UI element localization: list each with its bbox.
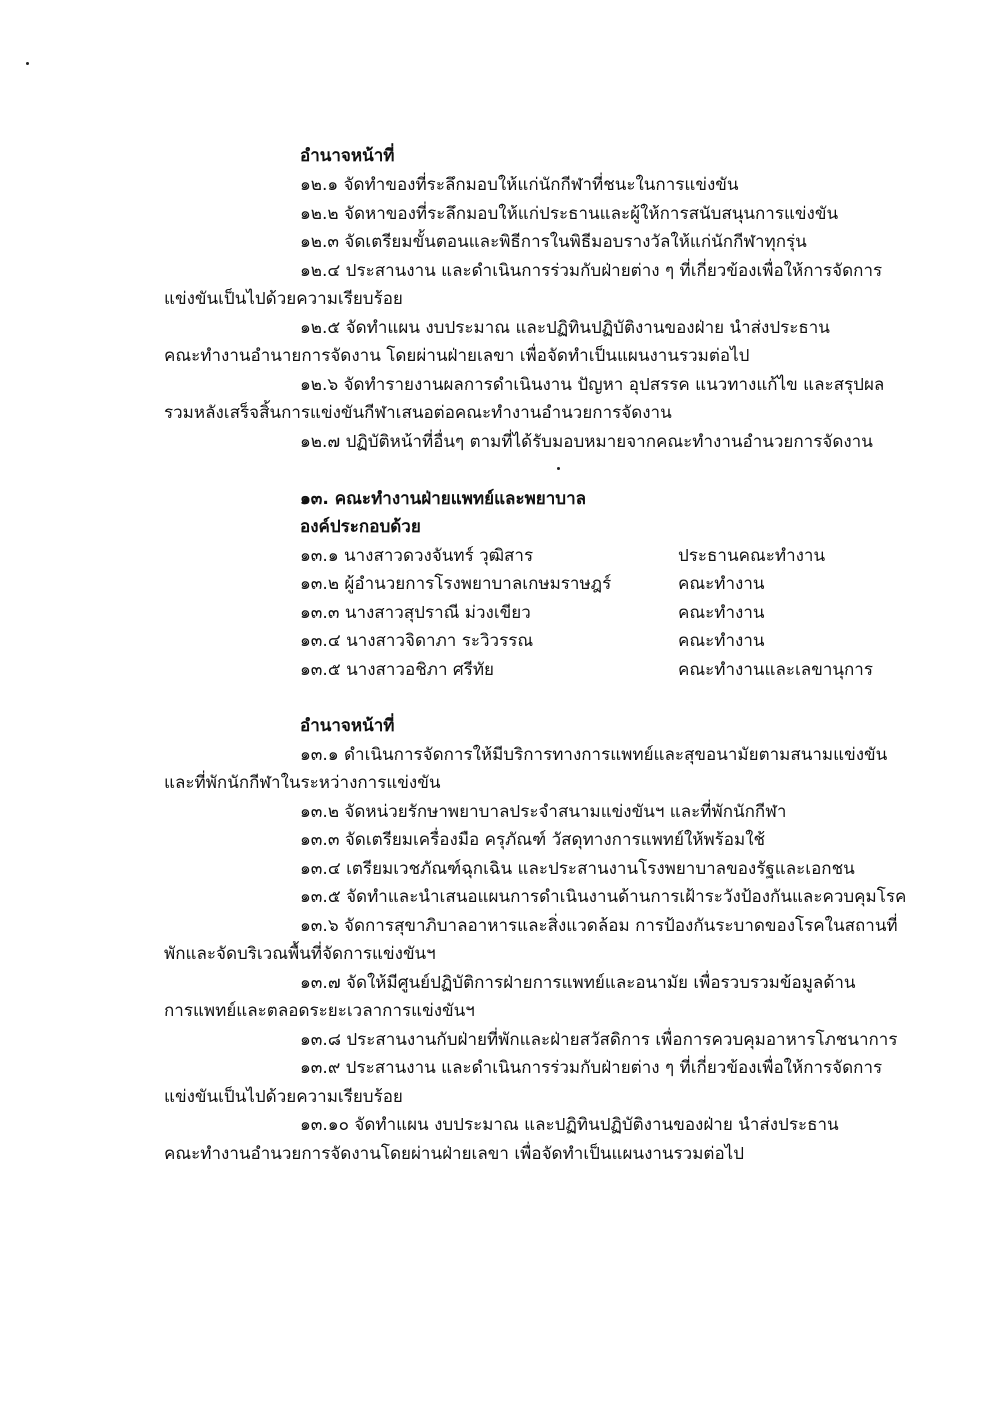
s13-item-2: ๑๓.๒ จัดหน่วยรักษาพยาบาลประจำสนามแข่งขันฯ และที่พักนักกีฬา [300, 802, 787, 822]
scan-speck [26, 62, 29, 65]
s13-item-10-cont: คณะทำงานอำนวยการจัดงานโดยผ่านฝ่ายเลขา เพื่อจัดทำเป็นแผนงานรวมต่อไป [164, 1144, 745, 1164]
s12-item-7: ๑๒.๗ ปฏิบัติหน้าที่อื่นๆ ตามที่ได้รับมอบหมายจากคณะทำงานอำนวยการจัดงาน [300, 432, 873, 452]
s12-item-2: ๑๒.๒ จัดหาของที่ระลึกมอบให้แก่ประธานและผู้ให้การสนับสนุนการแข่งขัน [300, 204, 839, 224]
scan-speck [557, 467, 560, 470]
s13-item-7-cont: การแพทย์และตลอดระยะเวลาการแข่งขันฯ [164, 1001, 475, 1021]
s13-item-1-cont: และที่พักนักกีฬาในระหว่างการแข่งขัน [164, 773, 441, 793]
s12-item-6: ๑๒.๖ จัดทำรายงานผลการดำเนินงาน ปัญหา อุปสรรค แนวทางแก้ไข และสรุปผล [300, 375, 885, 395]
s13-item-9-cont: แข่งขันเป็นไปด้วยความเรียบร้อย [164, 1087, 403, 1107]
s12-item-6-cont: รวมหลังเสร็จสิ้นการแข่งขันกีฬาเสนอต่อคณะทำงานอำนวยการจัดงาน [164, 403, 672, 423]
member-name: ๑๓.๕ นางสาวอชิภา ศรีทัย [300, 660, 495, 680]
s13-item-4: ๑๓.๔ เตรียมเวชภัณฑ์ฉุกเฉิน และประสานงานโรงพยาบาลของรัฐและเอกชน [300, 859, 855, 879]
s13-item-6-cont: พักและจัดบริเวณพื้นที่จัดการแข่งขันฯ [164, 944, 436, 964]
s12-item-5: ๑๒.๕ จัดทำแผน งบประมาณ และปฏิทินปฏิบัติงานของฝ่าย นำส่งประธาน [300, 318, 830, 338]
s12-item-4: ๑๒.๔ ประสานงาน และดำเนินการร่วมกับฝ่ายต่าง ๆ ที่เกี่ยวข้องเพื่อให้การจัดการ [300, 261, 883, 281]
s12-item-4-cont: แข่งขันเป็นไปด้วยความเรียบร้อย [164, 289, 403, 309]
s13-item-9: ๑๓.๙ ประสานงาน และดำเนินการร่วมกับฝ่ายต่าง ๆ ที่เกี่ยวข้องเพื่อให้การจัดการ [300, 1058, 883, 1078]
member-name: ๑๓.๑ นางสาวดวงจันทร์ วุฒิสาร [300, 546, 534, 566]
member-name: ๑๓.๔ นางสาวจิดาภา ระวิวรรณ [300, 631, 534, 651]
s13-item-3: ๑๓.๓ จัดเตรียมเครื่องมือ ครุภัณฑ์ วัสดุทางการแพทย์ให้พร้อมใช้ [300, 830, 766, 850]
s13-item-10: ๑๓.๑๐ จัดทำแผน งบประมาณ และปฏิทินปฏิบัติงานของฝ่าย นำส่งประธาน [300, 1115, 839, 1135]
member-role: ประธานคณะทำงาน [678, 546, 826, 566]
s13-item-6: ๑๓.๖ จัดการสุขาภิบาลอาหารและสิ่งแวดล้อม การป้องกันระบาดของโรคในสถานที่ [300, 916, 898, 936]
composition-heading: องค์ประกอบด้วย [300, 517, 421, 537]
s12-item-5-cont: คณะทำงานอำนายการจัดงาน โดยผ่านฝ่ายเลขา เพื่อจัดทำเป็นแผนงานรวมต่อไป [164, 346, 750, 366]
member-name: ๑๓.๒ ผู้อำนวยการโรงพยาบาลเกษมราษฎร์ [300, 574, 612, 594]
member-role: คณะทำงานและเลขานุการ [678, 660, 873, 680]
member-role: คณะทำงาน [678, 603, 765, 623]
s13-item-5: ๑๓.๕ จัดทำและนำเสนอแผนการดำเนินงานด้านการเฝ้าระวังป้องกันและควบคุมโรค [300, 887, 907, 907]
s13-item-7: ๑๓.๗ จัดให้มีศูนย์ปฏิบัติการฝ่ายการแพทย์และอนามัย เพื่อรวบรวมข้อมูลด้าน [300, 973, 856, 993]
s12-item-1: ๑๒.๑ จัดทำของที่ระลึกมอบให้แก่นักกีฬาที่ชนะในการแข่งขัน [300, 175, 739, 195]
member-role: คณะทำงาน [678, 631, 765, 651]
member-name: ๑๓.๓ นางสาวสุปราณี ม่วงเขียว [300, 603, 531, 623]
section13-heading: ๑๓. คณะทำงานฝ่ายแพทย์และพยาบาล [300, 489, 587, 509]
s12-item-3: ๑๒.๓ จัดเตรียมขั้นตอนและพิธีการในพิธีมอบรางวัลให้แก่นักกีฬาทุกรุ่น [300, 232, 807, 252]
section13-duties-heading: อำนาจหน้าที่ [300, 716, 395, 736]
s13-item-1: ๑๓.๑ ดำเนินการจัดการให้มีบริการทางการแพทย์และสุขอนามัยตามสนามแข่งขัน [300, 745, 888, 765]
section12-duties-heading: อำนาจหน้าที่ [300, 146, 395, 166]
member-role: คณะทำงาน [678, 574, 765, 594]
s13-item-8: ๑๓.๘ ประสานงานกับฝ่ายที่พักและฝ่ายสวัสดิการ เพื่อการควบคุมอาหารโภชนาการ [300, 1030, 898, 1050]
